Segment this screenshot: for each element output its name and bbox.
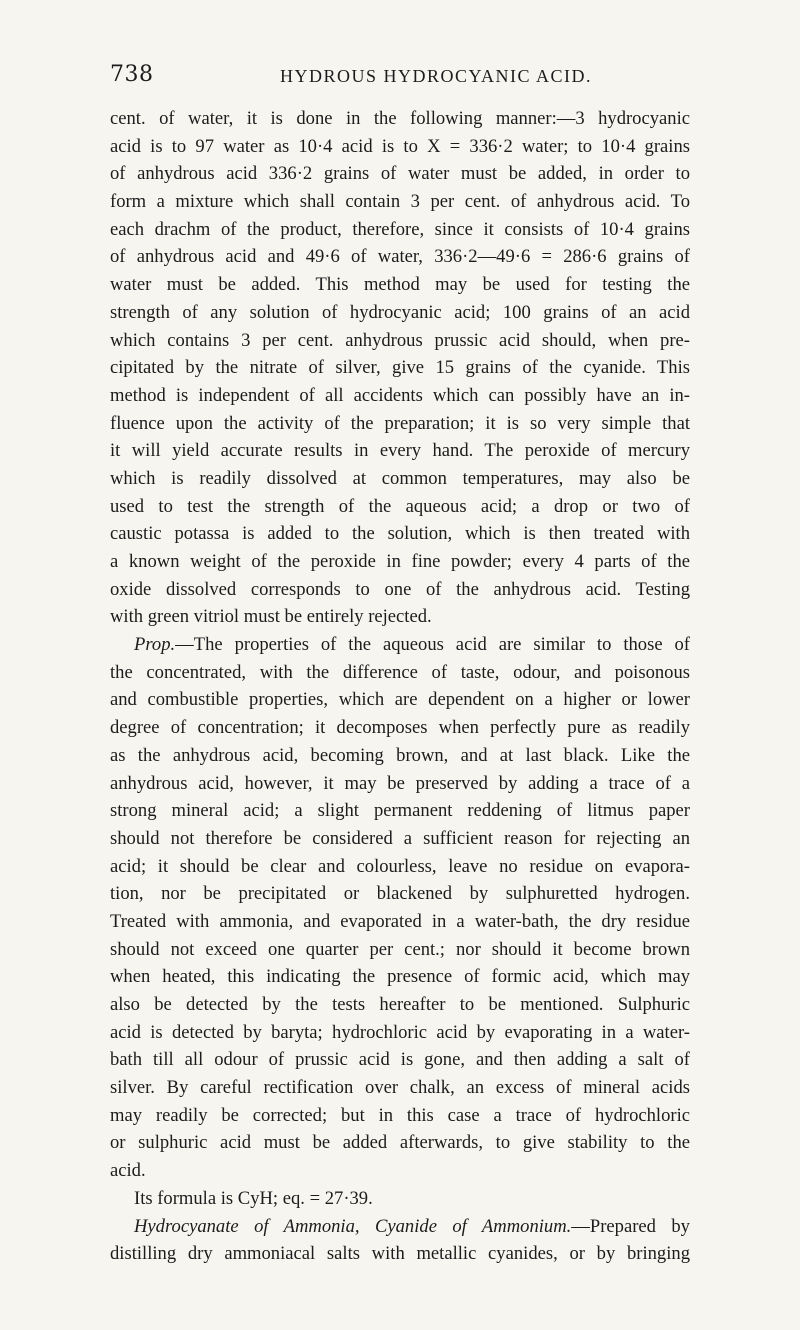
text-line: of anhydrous acid 336·2 grains of water must be added, in order to [110,163,690,185]
text-line: should not therefore be considered a sufficient reason for rejecting an [110,827,690,849]
text-line: acid; it should be clear and colourless, leave no residue on evapora- [110,855,690,877]
text-line: cent. of water, it is done in the following manner:—3 hydrocyanic [110,108,690,129]
text-line: degree of concentration; it decomposes when perfectly pure as readily [110,717,690,739]
text-line: oxide dissolved corresponds to one of the anhydrous acid. Testing [110,578,690,600]
ammonia-first-line-text: —Prepared by [571,1215,690,1237]
text-line: the concentrated, with the difference of taste, odour, and poisonous [110,661,690,683]
text-line: strong mineral acid; a slight permanent reddening of litmus paper [110,800,690,822]
text-line: when heated, this indicating the presence of formic acid, which may [110,966,690,988]
text-line: silver. By careful rectification over chalk, an excess of mineral acids [110,1077,690,1099]
text-line: and combustible properties, which are dependent on a higher or lower [110,689,690,711]
text-line: anhydrous acid, however, it may be preserved by adding a trace of a [110,772,690,794]
formula-line: Its formula is CyH; eq. = 27·39. [134,1187,373,1209]
text-line: caustic potassa is added to the solution, which is then treated with [110,523,690,545]
prop-first-line-text: —The properties of the aqueous acid are similar to those of [175,634,690,656]
text-line: acid. [110,1160,146,1182]
text-line: method is independent of all accidents which can possibly have an in- [110,384,690,406]
text-line: acid is to 97 water as 10·4 acid is to X = 336·2 water; to 10·4 grains [110,135,690,157]
text-line: distilling dry ammoniacal salts with metallic cyanides, or by bringing [110,1243,690,1265]
text-line: may readily be corrected; but in this case a trace of hydrochloric [110,1104,690,1126]
text-line: which is readily dissolved at common temperatures, may also be [110,467,690,489]
text-line: should not exceed one quarter per cent.; nor should it become brown [110,938,690,960]
text-line: fluence upon the activity of the preparation; it is so very simple that [110,412,690,434]
running-title: HYDROUS HYDROCYANIC ACID. [280,66,593,86]
text-line: Treated with ammonia, and evaporated in a water-bath, the dry residue [110,910,690,932]
text-line: tion, nor be precipitated or blackened by sulphuretted hydrogen. [110,883,690,905]
text-line: water must be added. This method may be used for testing the [110,274,690,296]
text-line: it will yield accurate results in every hand. The peroxide of mercury [110,440,690,462]
page-number: 738 [110,62,154,87]
text-line: of anhydrous acid and 49·6 of water, 336·2—49·6 = 286·6 grains of [110,246,690,268]
ammonia-paragraph-first-line [110,1213,690,1241]
text-line: or sulphuric acid must be added afterwards, to give stability to the [110,1132,690,1154]
prop-heading: Prop. [134,634,176,656]
text-line: with green vitriol must be entirely rejected. [110,606,432,628]
text-line: acid is detected by baryta; hydrochloric acid by evaporating in a water- [110,1021,690,1043]
text-line: strength of any solution of hydrocyanic acid; 100 grains of an acid [110,301,690,323]
text-line: form a mixture which shall contain 3 per cent. of anhydrous acid. To [110,191,690,213]
text-line: each drachm of the product, therefore, since it consists of 10·4 grains [110,218,690,240]
page-header [110,62,710,92]
body-text [110,105,690,1268]
text-line: as the anhydrous acid, becoming brown, and at last black. Like the [110,744,690,766]
text-line: cipitated by the nitrate of silver, give 15 grains of the cyanide. This [110,357,690,379]
prop-paragraph-first-line [110,631,690,659]
text-line: used to test the strength of the aqueous acid; a drop or two of [110,495,690,517]
text-line: which contains 3 per cent. anhydrous prussic acid should, when pre- [110,329,690,351]
text-line: a known weight of the peroxide in fine powder; every 4 parts of the [110,551,690,572]
text-line: also be detected by the tests hereafter to be mentioned. Sulphuric [110,994,690,1015]
text-line: bath till all odour of prussic acid is gone, and then adding a salt of [110,1049,690,1071]
ammonia-heading: Hydrocyanate of Ammonia, Cyanide of Ammonium. [134,1215,572,1237]
